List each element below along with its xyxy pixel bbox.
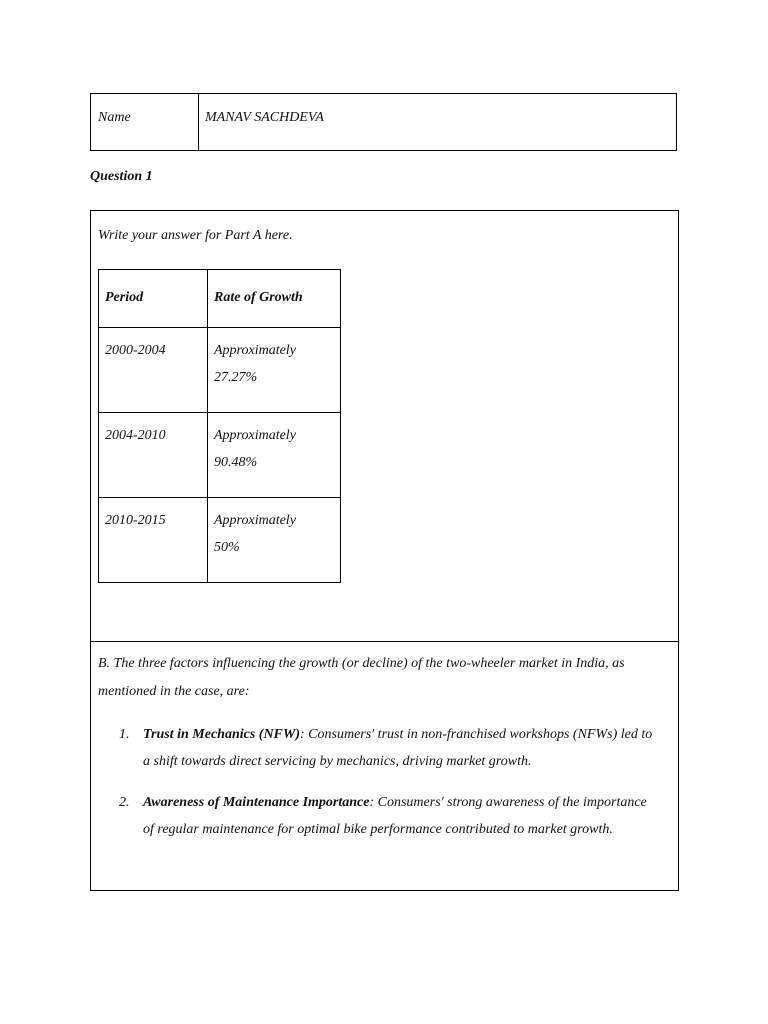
factor-list [119, 721, 659, 857]
part-b-intro: B. The three factors influencing the growth (or decline) of the two-wheeler market in India, as mentioned in the case, are: [98, 656, 625, 699]
rate-cell [208, 328, 341, 413]
rate-value: 27.27% [214, 370, 258, 385]
rate-value: 90.48% [214, 455, 258, 470]
part-a-prompt: Write your answer for Part A here. [98, 228, 293, 243]
name-label: Name [91, 94, 199, 150]
period-cell: 2004-2010 [99, 413, 208, 498]
growth-rate-table [98, 269, 341, 583]
question-title: Question 1 [90, 169, 153, 184]
period-cell: 2010-2015 [99, 498, 208, 583]
name-value: MANAV SACHDEVA [205, 110, 324, 125]
answer-box [90, 210, 679, 891]
table-row [99, 413, 341, 498]
rate-value: 50% [214, 540, 240, 555]
list-item [119, 789, 659, 843]
table-header-row [99, 270, 341, 328]
table-row [99, 328, 341, 413]
period-cell: 2000-2004 [99, 328, 208, 413]
rate-qualifier: Approximately [214, 343, 296, 358]
factor-number: 1. [119, 727, 130, 742]
rate-qualifier: Approximately [214, 428, 296, 443]
header-period: Period [99, 270, 208, 328]
factor-title: Trust in Mechanics (NFW) [143, 727, 301, 742]
rate-cell [208, 413, 341, 498]
header-rate-of-growth: Rate of Growth [208, 270, 341, 328]
factor-title: Awareness of Maintenance Importance [143, 795, 370, 810]
name-table [90, 93, 677, 151]
factor-text-block [143, 721, 653, 775]
section-divider [91, 641, 678, 642]
factor-text-block [143, 789, 653, 843]
factor-number: 2. [119, 795, 130, 810]
rate-cell [208, 498, 341, 583]
factor-description: : Consumers' strong awareness of the importance of regular maintenance for optimal bike performance contributed to market growth. [143, 795, 647, 837]
factor-description: : Consumers' trust in non-franchised workshops (NFWs) led to a shift towards direct servicing by mechanics, driving market growth. [143, 727, 653, 769]
rate-qualifier: Approximately [214, 513, 296, 528]
list-item [119, 721, 659, 775]
table-row [99, 498, 341, 583]
